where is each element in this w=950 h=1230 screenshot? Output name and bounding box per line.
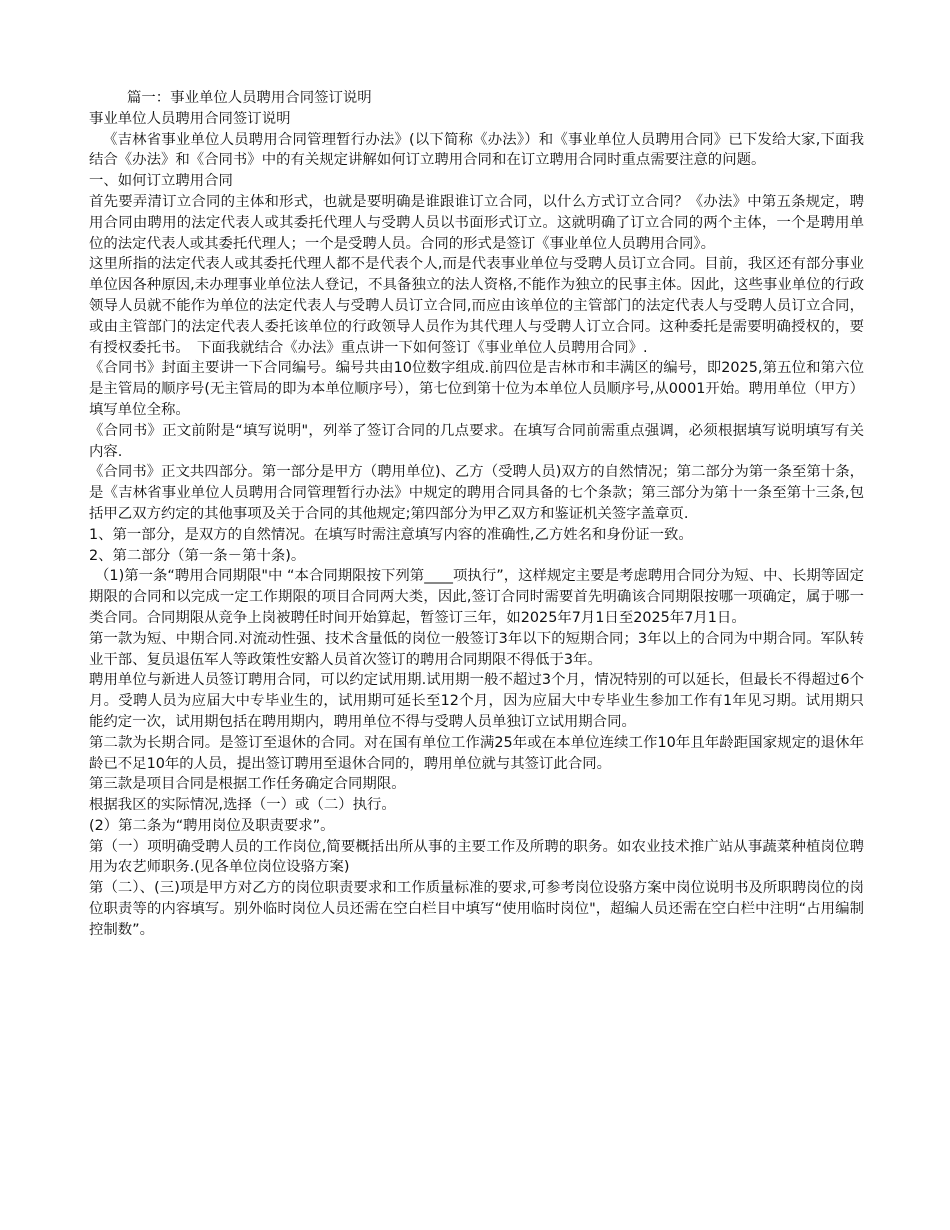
- document-heading: 篇一：事业单位人员聘用合同签订说明: [127, 90, 372, 106]
- body-paragraph: 根据我区的实际情况,选择（一）或（二）执行。: [89, 797, 396, 814]
- body-paragraph: (2）第二条为“聘用岗位及职责要求”。: [89, 817, 335, 834]
- body-paragraph: 2、第二部分（第一条－第十条)。: [89, 547, 306, 564]
- body-paragraph: （1)第一条“聘用合同期限"中 “本合同期限按下列第____项执行”，这样规定主要是考虑聘用合同分为短、中、长期等固定期限的合同和以完成一定工作期限的项目合同两大类，因此,签订合同时需要首先明确该合同期限按哪一项确定，属于哪一类合同。合同期限从竞争上岗被聘任时间开始算起，暂签订三年，如2025年7月1日至2025年7月1日。: [89, 568, 864, 626]
- body-paragraph: 第二款为长期合同。是签订至退休的合同。对在国有单位工作满25年或在本单位连续工作10年且年龄距国家规定的退休年龄已不足10年的人员，提出签订聘用至退休合同的，聘用单位就与其签订此合同。: [89, 734, 864, 772]
- body-paragraph: 第（二）、(三)项是甲方对乙方的岗位职责要求和工作质量标准的要求,可参考岗位设骆方案中岗位说明书及所职聘岗位的岗位职责等的内容填写。别外临时岗位人员还需在空白栏目中填写“使用临时岗位"，超编人员还需在空白栏中注明“占用编制控制数”。: [89, 880, 864, 938]
- body-paragraph: 第三款是项目合同是根据工作任务确定合同期限。: [89, 776, 406, 793]
- body-paragraph: 1、第一部分，是双方的自然情况。在填写时需注意填写内容的准确性,乙方姓名和身份证一致。: [89, 526, 693, 543]
- body-paragraph: 第一款为短、中期合同.对流动性强、技术含量低的岗位一般签订3年以下的短期合同；3年以上的合同为中期合同。军队转业干部、复员退伍军人等政策性安豁人员首次签订的聘用合同期限不得低于3年。: [89, 630, 864, 668]
- body-paragraph: 《合同书》封面主要讲一下合同编号。编号共由10位数字组成.前四位是吉林市和丰满区的编号，即2025,第五位和第六位是主管局的顺序号(无主管局的即为本单位顺序号），第七位到第十位为本单位人员顺序号,从0001开始。聘用单位（甲方）填写单位全称。: [89, 360, 864, 418]
- body-paragraph: 第（一）项明确受聘人员的工作岗位,简要概括出所从事的主要工作及所聘的职务。如农业技术推广站从事蔬菜种植岗位聘用为农艺师职务.(见各单位岗位设骆方案): [89, 838, 864, 876]
- body-paragraph: 这里所指的法定代表人或其委托代理人都不是代表个人,而是代表事业单位与受聘人员订立合同。目前，我区还有部分事业单位因各种原因,未办理事业单位法人登记，不具备独立的法人资格,不能作为独立的民事主体。因此，这些事业单位的行政领导人员就不能作为单位的法定代表人与受聘人员订立合同,而应由该单位的主管部门的法定代表人与受聘人员订立合同，或由主管部门的法定代表人委托该单位的行政领导人员作为其代理人与受聘人订立合同。这种委托是需要明确授权的，要有授权委托书。 下面我就结合《办法》重点讲一下如何签订《事业单位人员聘用合同》.: [89, 256, 864, 356]
- section-heading-how-to-sign: 一、如何订立聘用合同: [89, 173, 233, 190]
- body-paragraph: 首先要弄清订立合同的主体和形式，也就是要明确是谁跟谁订立合同，以什么方式订立合同？《办法》中第五条规定，聘用合同由聘用的法定代表人或其委托代理人与受聘人员以书面形式订立。这就明确了订立合同的两个主体，一个是聘用单位的法定代表人或其委托代理人；一个是受聘人员。合同的形式是签订《事业单位人员聘用合同》。: [89, 193, 864, 252]
- body-paragraph: 《合同书》正文前附是“填写说明"，列举了签订合同的几点要求。在填写合同前需重点强调，必须根据填写说明填写有关内容.: [89, 422, 864, 460]
- body-paragraph: 聘用单位与新进人员签订聘用合同，可以约定试用期.试用期一般不超过3个月，情况特别的可以延长，但最长不得超过6个月。受聘人员为应届大中专毕业生的，试用期可延长至12个月，因为应届大中专毕业生参加工作有1年见习期。试用期只能约定一次，试用期包括在聘用期内，聘用单位不得与受聘人员单独订立试用期合同。: [89, 672, 864, 730]
- body-paragraph: 《合同书》正文共四部分。第一部分是甲方（聘用单位)、乙方（受聘人员)双方的自然情况；第二部分为第一条至第十条，是《吉林省事业单位人员聘用合同管理暂行办法》中规定的聘用合同具备的七个条款；第三部分为第十一条至第十三条,包括甲乙双方约定的其他事项及关于合同的其他规定;第四部分为甲乙双方和鉴证机关签字盖章页.: [89, 464, 864, 522]
- intro-paragraph: 《吉林省事业单位人员聘用合同管理暂行办法》(以下简称《办法》）和《事业单位人员聘用合同》已下发给大家,下面我结合《办法》和《合同书》中的有关规定讲解如何订立聘用合同和在订立聘用合同时重点需要注意的问题。: [89, 131, 864, 169]
- document-subtitle: 事业单位人员聘用合同签订说明: [89, 110, 291, 127]
